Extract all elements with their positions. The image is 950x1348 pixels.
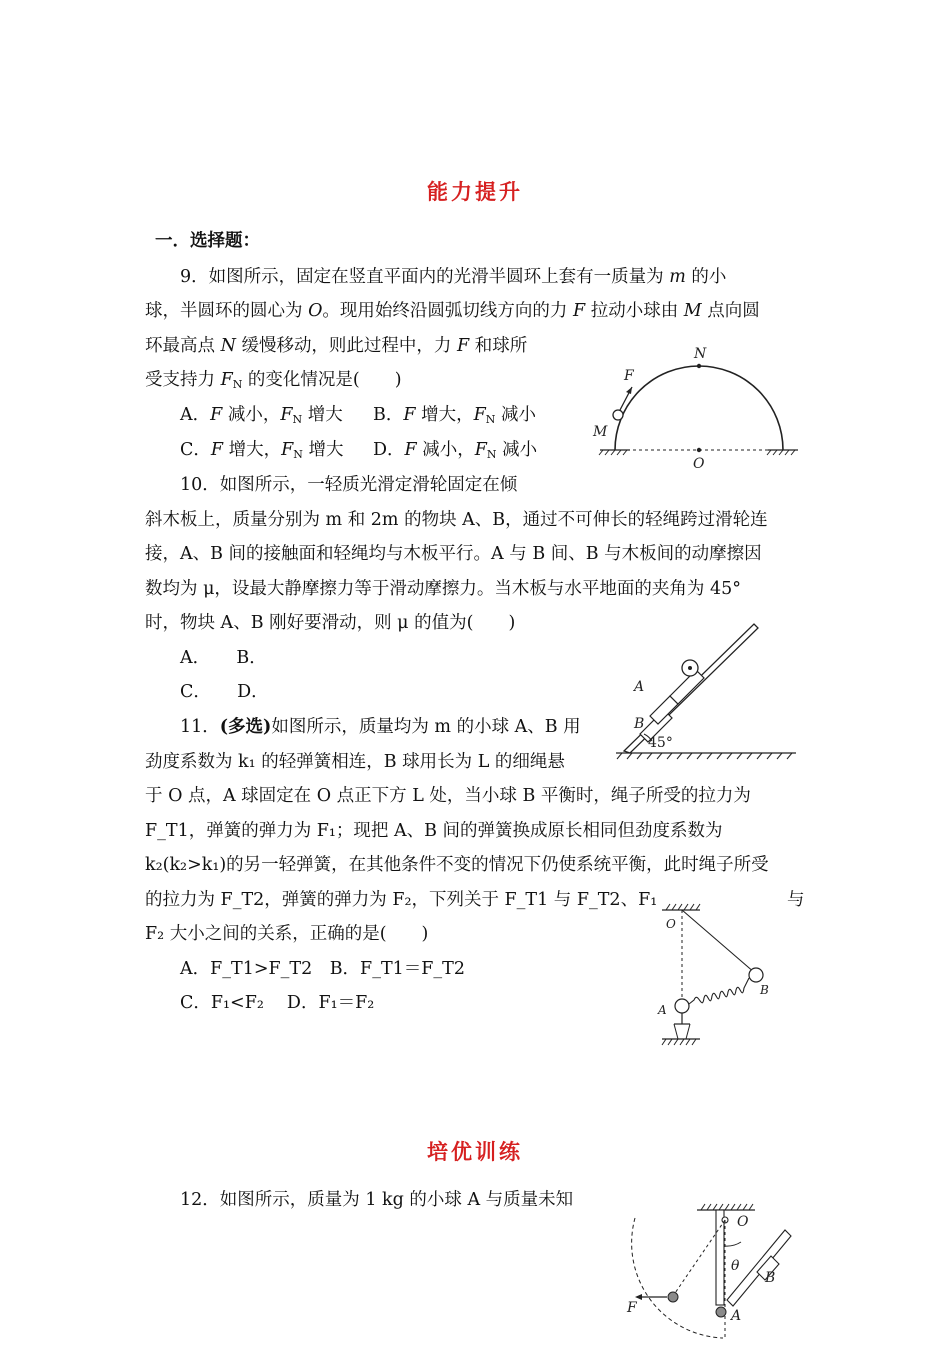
hatch-right bbox=[767, 450, 795, 455]
semicircle-arc bbox=[615, 366, 783, 450]
hatch-left bbox=[599, 450, 627, 455]
label-A: A bbox=[658, 1003, 667, 1017]
q10-line4: 数均为 μ，设最大静摩擦力等于滑动摩擦力。当木板与水平地面的夹角为 45° bbox=[145, 579, 742, 599]
label-45: 45° bbox=[648, 735, 673, 751]
label-B: B bbox=[634, 716, 645, 732]
ball-A bbox=[675, 999, 689, 1013]
center-point bbox=[697, 448, 701, 452]
spring bbox=[689, 978, 749, 1004]
section-title-ability: 能力提升 bbox=[427, 179, 523, 204]
ground-hatch bbox=[617, 753, 792, 759]
ball-B bbox=[749, 968, 763, 982]
ball-A bbox=[716, 1307, 726, 1317]
label-F: F bbox=[627, 1300, 637, 1316]
small-ball bbox=[613, 410, 623, 420]
q11-line2: 劲度系数为 k₁ 的轻弹簧相连，B 球用长为 L 的细绳悬 bbox=[145, 752, 565, 772]
q11-spring-svg bbox=[652, 902, 782, 1047]
floor-hatch bbox=[662, 1039, 696, 1045]
label-O: O bbox=[737, 1214, 749, 1230]
q12-svg bbox=[615, 1200, 805, 1344]
q10-incline-svg bbox=[608, 616, 803, 766]
section-title-excellence: 培优训练 bbox=[427, 1139, 523, 1164]
q11-line7: F₂ 大小之间的关系，正确的是( ) bbox=[145, 924, 429, 944]
q9-semicircle-figure bbox=[590, 340, 805, 479]
pulley-axle bbox=[688, 666, 692, 670]
q9-option-c[interactable]: C．F 增大，$F_N$ 增大 bbox=[180, 440, 344, 461]
q10-options-cd[interactable]: C． D． bbox=[180, 682, 269, 702]
label-B: B bbox=[760, 983, 769, 997]
q11-options-cd[interactable]: C．F₁<F₂ D．F₁＝F₂ bbox=[180, 993, 375, 1013]
q9-option-d[interactable]: D．F 减小，$F_N$ 减小 bbox=[373, 440, 538, 461]
q9-option-a[interactable]: A．F 减小，$F_N$ 增大 bbox=[180, 405, 343, 426]
q9-semicircle-svg bbox=[590, 340, 805, 475]
label-O: O bbox=[693, 456, 705, 472]
string bbox=[682, 910, 755, 973]
q9-line4: 受支持力 $F_N$ 的变化情况是( ) bbox=[145, 370, 402, 391]
ball-moving bbox=[668, 1292, 678, 1302]
arrowhead bbox=[626, 387, 632, 394]
q11-line5: k₂(k₂>k₁)的另一轻弹簧，在其他条件不变的情况下仍使系统平衡，此时绳子所受 bbox=[145, 855, 769, 875]
label-F: F bbox=[624, 368, 634, 384]
q11-spring-figure bbox=[652, 902, 782, 1051]
q9-line2: 球，半圆环的圆心为 O。现用始终沿圆弧切线方向的力 F 拉动小球由 M 点向圆 bbox=[145, 301, 760, 321]
label-A: A bbox=[731, 1308, 742, 1324]
top-point bbox=[697, 364, 701, 368]
q11-line6-end: 与 bbox=[787, 890, 805, 910]
q11-line3: 于 O 点，A 球固定在 O 点正下方 L 处，当小球 B 平衡时，绳子所受的拉力为 bbox=[145, 786, 751, 806]
label-theta: θ bbox=[731, 1258, 740, 1274]
ceiling-hatch bbox=[666, 904, 700, 910]
q11-line6: 的拉力为 F_T2，弹簧的弹力为 F₂，下列关于 F_T1 与 F_T2、F₁ bbox=[145, 890, 658, 910]
q11-line4: F_T1，弹簧的弹力为 F₁；现把 A、B 间的弹簧换成原长相同但劲度系数为 bbox=[145, 821, 723, 841]
ceiling-hatch bbox=[701, 1204, 753, 1210]
q9-line1: 9．如图所示，固定在竖直平面内的光滑半圆环上套有一质量为 m 的小 bbox=[180, 267, 727, 287]
q10-line3: 接，A、B 间的接触面和轻绳均与木板平行。A 与 B 间、B 与木板间的动摩擦因 bbox=[145, 544, 762, 564]
label-M: M bbox=[593, 424, 608, 440]
label-O: O bbox=[666, 917, 676, 931]
q11-line1: 11．(多选)如图所示，质量均为 m 的小球 A、B 用 bbox=[180, 717, 581, 737]
label-A: A bbox=[634, 679, 645, 695]
subheading-choice: 一．选择题： bbox=[155, 231, 260, 251]
q12-line1: 12．如图所示，质量为 1 kg 的小球 A 与质量未知 bbox=[180, 1190, 574, 1210]
arc-dashed bbox=[632, 1218, 723, 1338]
q9-line3: 环最高点 N 缓慢移动，则此过程中，力 F 和球所 bbox=[145, 336, 528, 356]
theta-arc bbox=[725, 1242, 741, 1246]
q12-figure bbox=[615, 1200, 805, 1348]
label-B: B bbox=[765, 1270, 776, 1286]
q10-options-ab[interactable]: A． B． bbox=[180, 648, 267, 668]
q10-line1: 10．如图所示，一轻质光滑定滑轮固定在倾 bbox=[180, 475, 518, 495]
q9-option-b[interactable]: B．F 增大，$F_N$ 减小 bbox=[373, 405, 536, 426]
label-N: N bbox=[694, 346, 707, 362]
vertical-rod bbox=[716, 1210, 724, 1305]
q10-line5: 时，物块 A、B 刚好要滑动，则 μ 的值为( ) bbox=[145, 613, 516, 633]
q10-incline-figure bbox=[608, 616, 803, 770]
q11-options-ab[interactable]: A．F_T1>F_T2 B．F_T1＝F_T2 bbox=[180, 959, 465, 979]
q10-line2: 斜木板上，质量分别为 m 和 2m 的物块 A、B，通过不可伸长的轻绳跨过滑轮连 bbox=[145, 510, 768, 530]
